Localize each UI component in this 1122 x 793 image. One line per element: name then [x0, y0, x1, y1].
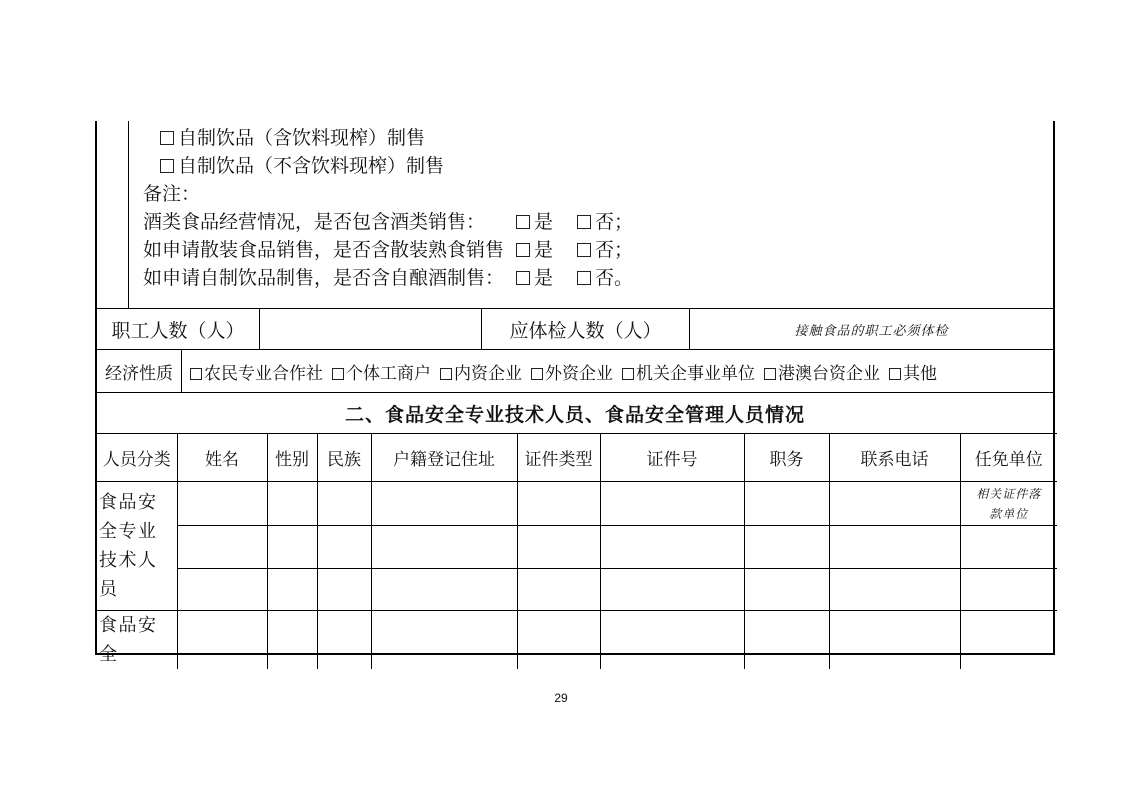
checkbox-domestic-enterprise[interactable] — [440, 368, 452, 380]
checkbox-home-brew-yes[interactable] — [516, 271, 530, 285]
personnel-header-row — [97, 434, 1057, 482]
economic-nature-options — [182, 350, 1053, 392]
empty-cell[interactable] — [829, 569, 960, 611]
empty-cell[interactable] — [517, 482, 600, 526]
question-line — [143, 264, 1043, 292]
option-line — [160, 124, 1043, 152]
empty-cell[interactable] — [600, 526, 744, 569]
economic-option-label: 农民专业合作社 — [204, 363, 323, 384]
col-header-appointing-unit: 任免单位 — [960, 434, 1057, 482]
empty-cell[interactable] — [829, 482, 960, 526]
empty-cell[interactable] — [517, 526, 600, 569]
empty-cell[interactable] — [267, 482, 317, 526]
empty-cell[interactable] — [600, 611, 744, 670]
empty-cell[interactable] — [517, 611, 600, 670]
operation-items-cell — [129, 121, 1053, 308]
checkbox-home-brew-no[interactable] — [577, 271, 591, 285]
col-header-ethnicity: 民族 — [317, 434, 371, 482]
staff-count-label: 职工人数（人） — [97, 309, 260, 349]
table-row — [97, 611, 1057, 670]
checkbox-government-institution[interactable] — [622, 368, 634, 380]
application-form-table — [95, 121, 1055, 665]
punctuation: ； — [614, 239, 634, 261]
personnel-table — [97, 433, 1057, 669]
empty-cell[interactable] — [829, 526, 960, 569]
checkbox-alcohol-sales-yes[interactable] — [516, 215, 530, 229]
col-header-position: 职务 — [744, 434, 829, 482]
col-header-phone: 联系电话 — [829, 434, 960, 482]
empty-cell[interactable] — [317, 569, 371, 611]
checkbox-bulk-cooked-food-no[interactable] — [577, 243, 591, 257]
checkbox-farmer-cooperative[interactable] — [190, 368, 202, 380]
checkbox-self-made-drink-fresh-squeezed[interactable] — [160, 131, 174, 145]
yes-label: 是 — [534, 239, 554, 261]
checkbox-individual-business[interactable] — [332, 368, 344, 380]
checkbox-foreign-enterprise[interactable] — [531, 368, 543, 380]
yes-label: 是 — [534, 267, 554, 289]
personnel-table-section — [97, 433, 1053, 669]
no-label: 否 — [595, 239, 615, 261]
empty-cell[interactable] — [744, 611, 829, 670]
empty-cell[interactable] — [177, 611, 267, 670]
empty-cell[interactable] — [177, 482, 267, 526]
question-label: 如申请自制饮品制售，是否含自酿酒制售： — [143, 267, 505, 289]
question-line — [143, 208, 1043, 236]
no-label: 否 — [595, 211, 615, 233]
economic-option-label: 外资企业 — [545, 363, 613, 384]
section-title: 二、食品安全专业技术人员、食品安全管理人员情况 — [97, 392, 1053, 433]
economic-option-label: 个体工商户 — [346, 363, 431, 384]
appointing-unit-note-cell — [960, 482, 1057, 526]
empty-cell[interactable] — [600, 569, 744, 611]
staff-count-value-cell[interactable] — [260, 309, 482, 349]
empty-cell[interactable] — [177, 569, 267, 611]
yes-label: 是 — [534, 211, 554, 233]
empty-cell[interactable] — [317, 526, 371, 569]
economic-option-label: 其他 — [903, 363, 937, 384]
col-header-name: 姓名 — [177, 434, 267, 482]
category-technical-personnel: 食品安全专业技术人员 — [97, 482, 177, 611]
empty-cell[interactable] — [600, 482, 744, 526]
checkbox-bulk-cooked-food-yes[interactable] — [516, 243, 530, 257]
empty-cell[interactable] — [267, 526, 317, 569]
table-row — [97, 482, 1057, 526]
table-row — [97, 569, 1057, 611]
staff-count-row — [97, 308, 1053, 349]
appointing-unit-note: 相关证件落款单位 — [976, 486, 1042, 521]
empty-cell[interactable] — [960, 569, 1057, 611]
empty-cell[interactable] — [267, 611, 317, 670]
checkup-note: 接触食品的职工必须体检 — [794, 323, 949, 339]
page-number: 29 — [554, 691, 568, 705]
empty-cell[interactable] — [829, 611, 960, 670]
checkbox-hk-macao-taiwan-enterprise[interactable] — [764, 368, 776, 380]
economic-option-label: 机关企事业单位 — [636, 363, 755, 384]
question-label: 如申请散装食品销售，是否含散装熟食销售 — [143, 239, 505, 261]
col-header-gender: 性别 — [267, 434, 317, 482]
question-line — [143, 236, 1043, 264]
option-label: 自制饮品（不含饮料现榨）制售 — [178, 155, 445, 177]
empty-cell[interactable] — [267, 569, 317, 611]
remark-label: 备注： — [143, 183, 201, 205]
table-row — [97, 526, 1057, 569]
col-header-category: 人员分类 — [97, 434, 177, 482]
empty-cell[interactable] — [317, 611, 371, 670]
economic-option-label: 内资企业 — [454, 363, 522, 384]
economic-nature-row — [97, 349, 1053, 392]
economic-option-label: 港澳台资企业 — [778, 363, 880, 384]
empty-cell[interactable] — [960, 611, 1057, 670]
col-header-id-type: 证件类型 — [517, 434, 600, 482]
checkup-count-label: 应体检人数（人） — [482, 309, 690, 349]
continued-operation-items-section — [97, 121, 1053, 308]
empty-cell[interactable] — [517, 569, 600, 611]
option-label: 自制饮品（含饮料现榨）制售 — [178, 127, 426, 149]
empty-cell[interactable] — [177, 526, 267, 569]
empty-cell[interactable] — [371, 569, 517, 611]
col-header-id-number: 证件号 — [600, 434, 744, 482]
punctuation: ； — [614, 211, 634, 233]
checkbox-self-made-drink-no-fresh-squeezed[interactable] — [160, 159, 174, 173]
empty-cell[interactable] — [744, 482, 829, 526]
category-food-safety: 食品安全 — [97, 611, 177, 670]
economic-nature-label: 经济性质 — [97, 350, 182, 392]
continued-left-column — [97, 121, 129, 308]
col-header-registered-address: 户籍登记住址 — [371, 434, 517, 482]
no-label: 否 — [595, 267, 615, 289]
empty-cell[interactable] — [317, 482, 371, 526]
empty-cell[interactable] — [960, 526, 1057, 569]
empty-cell[interactable] — [371, 611, 517, 670]
checkbox-other[interactable] — [889, 368, 901, 380]
empty-cell[interactable] — [744, 569, 829, 611]
question-label: 酒类食品经营情况，是否包含酒类销售： — [143, 211, 486, 233]
punctuation: 。 — [614, 267, 634, 289]
empty-cell[interactable] — [371, 526, 517, 569]
checkbox-alcohol-sales-no[interactable] — [577, 215, 591, 229]
option-line — [160, 152, 1043, 180]
empty-cell[interactable] — [371, 482, 517, 526]
empty-cell[interactable] — [744, 526, 829, 569]
